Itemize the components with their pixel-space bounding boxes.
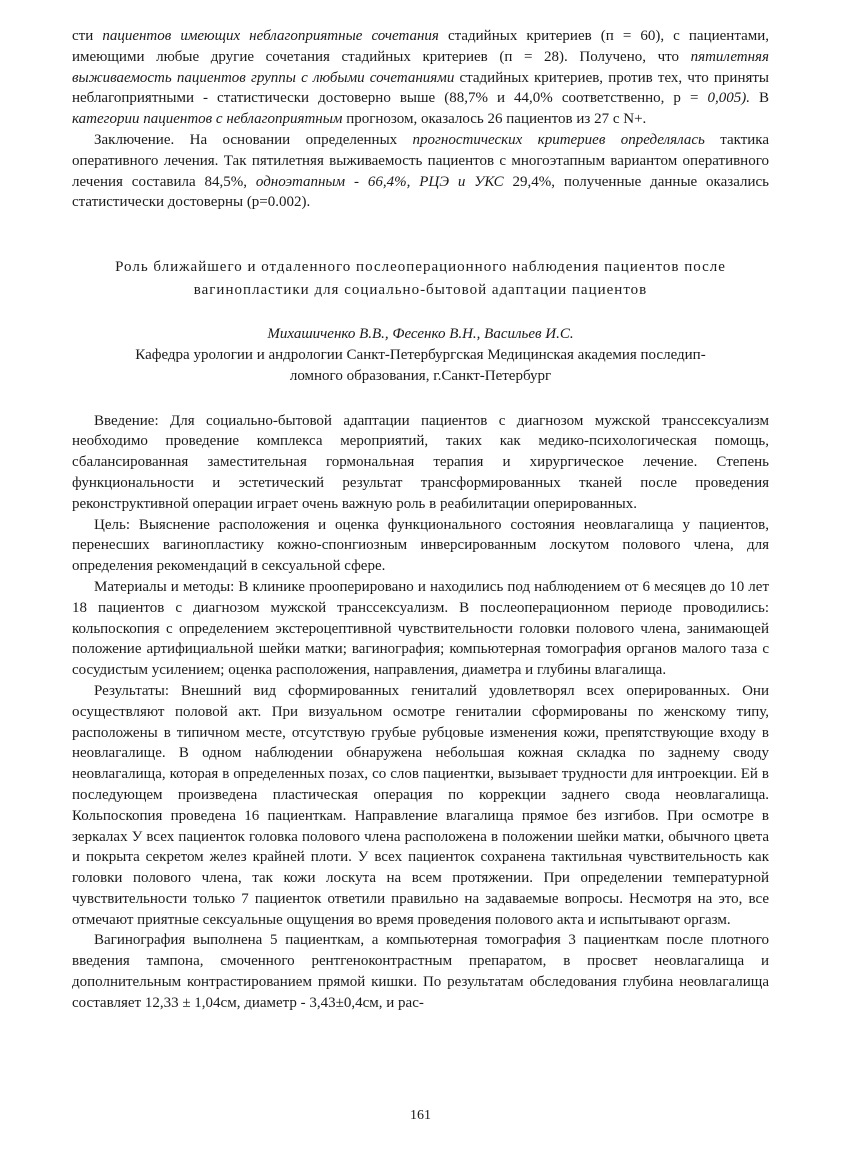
article-title-line: вагинопластики для социально-бытовой адаптации пациентов xyxy=(193,282,648,299)
article-title-line: Роль ближайшего и отдаленного послеоперационного наблюдения пациентов после xyxy=(115,259,726,276)
intro-paragraph: Введение: Для социально-бытовой адаптации пациентов с диагнозом мужской транссексуализм необходимо проведение комплекса мероприятий, таких как медико-психологическая помощь, сбалансированная заместительная гормональная терапия и хирургическое лечение. Степень функциональности и эстетический результат трансформированных тканей после проведения реконструктивной операции играет очень важную роль в реабилитации оперированных. xyxy=(72,412,769,512)
article-affiliation: Кафедра урологии и андрологии Санкт-Петербургская Медицинская академия последип- ломного образования, г.Санкт-Петербург xyxy=(135,346,706,384)
results-paragraph: Результаты: Внешний вид сформированных гениталий удовлетворял всех оперированных. Они осуществляют половой акт. При визуальном осмотре гениталии сформированы по женскому типу, расположены в типичном месте, отсутствую грубые рубцовые изменения кожи, препятствующие входу в неовлагалище. В одном наблюдении обнаружена небольшая кожная складка по заднему своду неовлагалища, которая в определенных позах, со слов пациентки, вызывает трудности для интроекции. Ей в последующем произведена пластическая операция по коррекции заднего свода неовлагалища. Кольпоскопия проведена 16 пациенткам. Направление влагалища прямое без изгибов. При осмотре в зеркалах У всех пациенток головка полового члена расположена в положении шейки матки, обычного цвета и покрыта секретом желез крайней плоти. У всех пациенток сохранена тактильная чувствительность как головки полового члена, так кожи лоскута на всем протяжении. При определении температурной чувствительности только 7 пациенток ответили правильно на задаваемые вопросы. Несмотря на это, все отмечают приятные сексуальные ощущения во время проведения полового акта и испытывают оргазм. xyxy=(72,682,769,928)
page-number: 161 xyxy=(410,1108,431,1123)
methods-paragraph: Материалы и методы: В клинике прооперировано и находились под наблюдением от 6 месяцев до 10 лет 18 пациентов с диагнозом мужской транссексуализм. В послеоперационном периоде проводились: кольпоскопия с определением экстероцептивной чувствительности головки полового члена, занимающей положение артифициальной шейки матки; вагинография; компьютерная томография органов малого таза с сосудистым усилением; оценка расположения, направления, диаметра и глубины влагалища. xyxy=(72,578,769,679)
aim-paragraph: Цель: Выяснение расположения и оценка функционального состояния неовлагалища у пациентов, перенесших вагинопластику кожно-спонгиозным инверсированным лоскутом полового члена, для определения рекомендаций в сексуальной сфере. xyxy=(72,516,769,575)
article-title xyxy=(72,256,769,302)
document-page xyxy=(72,26,769,1014)
vaginography-paragraph: Вагинография выполнена 5 пациенткам, а компьютерная томография 3 пациенткам после плотного введения тампона, смоченного рентгеноконтрастным препаратом, в просвет неовлагалища и дополнительным контрастированием прямой кишки. По результатам обследования глубина неовлагалища составляет 12,33 ± 1,04см, диаметр - 3,43±0,4см, и рас- xyxy=(72,932,769,1011)
prev-summary-paragraph: Заключение. На основании определенных прогностических критериев определялась тактика оперативного лечения. Так пятилетняя выживаемость пациентов с многоэтапным вариантом оперативного лечения составила 84,5%, одноэтапным - 66,4%, РЦЭ и УКС 29,4%, полученные данные оказались статистически достоверны (р=0.002). xyxy=(72,131,769,211)
article-authors: Михашиченко В.В., Фесенко В.Н., Васильев И.С. xyxy=(267,326,574,343)
prev-conclusion-paragraph: сти пациентов имеющих неблагоприятные сочетания стадийных критериев (п = 60), с пациентами, имеющими любые другие сочетания стадийных критериев (п = 28). Получено, что пятилетняя выживаемость пациентов группы с любыми сочетаниями стадийных критериев, против тех, что приняты неблагоприятными - статистически достоверно выше (88,7% и 44,0% соответственно, р = 0,005). В категории пациентов с неблагоприятным прогнозом, оказалось 26 пациентов из 27 с N+. xyxy=(72,28,770,128)
